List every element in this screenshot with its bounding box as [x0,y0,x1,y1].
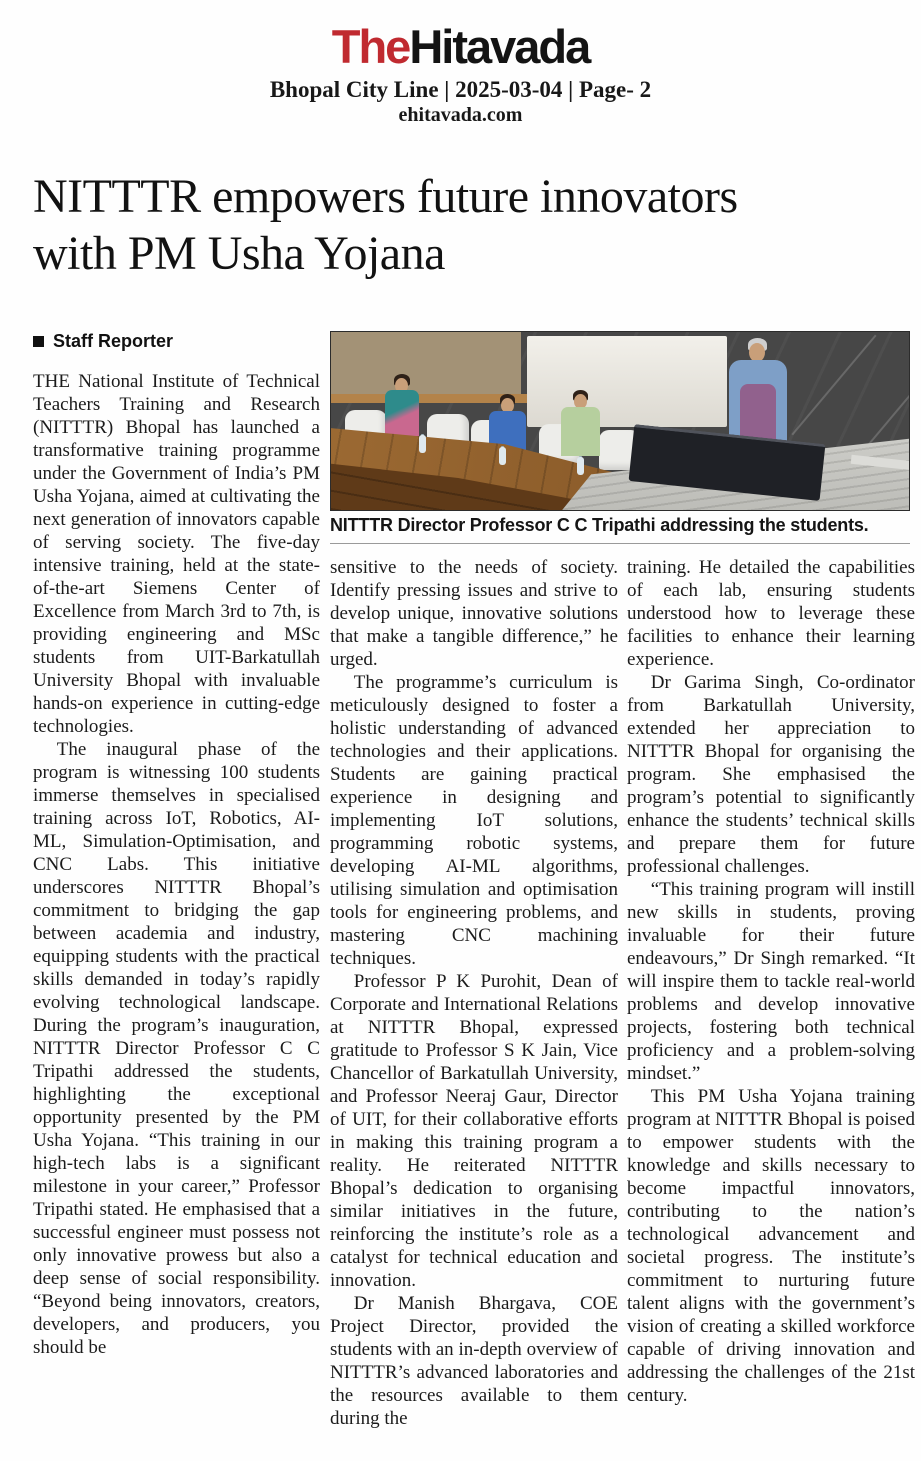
headline-line-2: with PM Usha Yojana [33,227,445,280]
article-photo-figure [330,331,910,544]
article-paragraph: The inaugural phase of the program is witnessing 100 students immerse themselves in specialised training across IoT, Robotics, AI-ML, Simulation-Optimisation, and CNC Labs. This initiative underscores NITTTR Bhopal’s commitment to bridging the gap between academia and industry, equipping students with the practical skills demanded in today’s rapidly evolving technological landscape. During the program’s inauguration, NITTTR Director Professor C C Tripathi addressed the students, highlighting the exceptional opportunity presented by the PM Usha Yojana. “This training in our high-tech labs is a significant milestone in your career,” Professor Tripathi stated. He emphasised that a successful engineer must possess not only innovative prowess but also a deep sense of social responsibility. “Beyond being innovators, creators, developers, and producers, you should be [33,739,320,1358]
upper-wall [331,332,521,396]
headline-line-1: NITTTR empowers future innovators [33,170,738,223]
torso [385,390,419,436]
byline [33,331,173,352]
logo-the: The [331,20,410,73]
article-paragraph: The programme’s curriculum is meticulously designed to foster a holistic understanding of advanced technologies and their applications. Students are gaining practical experience in designing and implementing IoT solutions, programming robotic systems, developing AI-ML algorithms, utilising simulation and optimisation tools for engineering problems, and mastering CNC machining techniques. [330,672,618,969]
conference-photo [330,331,910,511]
article-headline [33,168,903,282]
article-paragraph: Dr Manish Bhargava, COE Project Director, provided the students with an in-depth overview of NITTTR’s advanced laboratories and the resources available to them during the [330,1293,618,1429]
article-paragraph: THE National Institute of Technical Teachers Training and Research (NITTTR) Bhopal has launched a transformative training programme under the Government of India’s PM Usha Yojana, aimed at cultivating the next generation of innovators capable of serving society. The five-day intensive training, held at the state-of-the-art Siemens Center of Excellence from March 3rd to 7th, is providing engineering and MSc students from UIT-Barkatullah University Bhopal with invaluable hands-on experience in cutting-edge technologies. [33,371,320,737]
water-bottle [577,457,584,475]
byline-label: Staff Reporter [53,331,174,351]
wall-panel-seam [791,335,876,436]
left-edge-clipping-artifacts [0,695,10,1355]
website-url: ehitavada.com [398,104,523,127]
masthead [0,22,921,127]
projection-screen [527,336,727,427]
article-paragraph: Dr Garima Singh, Co-ordinator from Barkatullah University, extended her appreciation to NITTTR Bhopal for organising the program. She emphasised the program’s potential to significantly enhance the students’ technical skills and prepare them for future professional challenges. [627,672,915,877]
byline-square-icon [33,336,44,347]
water-bottle [419,435,426,453]
article-paragraph: training. He detailed the capabilities of each lab, ensuring students understood how to leverage these facilities to enhance their learning experience. [627,557,915,670]
article-paragraph: sensitive to the needs of society. Identify pressing issues and strive to develop unique, innovative solutions that make a tangible difference,” he urged. [330,557,618,670]
water-bottle [499,447,506,465]
article-column-1 [33,370,320,1359]
logo-hitavada: Hitavada [409,20,590,73]
newspaper-logo [0,22,921,71]
article-paragraph: Professor P K Purohit, Dean of Corporate and International Relations at NITTTR Bhopal, expressed gratitude to Professor S K Jain, Vice Chancellor of Barkatullah University, and Professor Neeraj Gaur, Director of UIT, for their collaborative efforts in making this training program a reality. He reiterated NITTTR Bhopal’s dedication to organising similar initiatives in the future, reinforcing the institute’s role as a catalyst for technical education and innovation. [330,971,618,1291]
torso [561,407,600,456]
article-paragraph: This PM Usha Yojana training program at NITTTR Bhopal is poised to empower students with the knowledge and skills necessary to become impactful innovators, contributing to the nation’s technological advancement and societal progress. The institute’s commitment to nurturing future talent aligns with the government’s vision of creating a skilled workforce capable of driving innovation and addressing the challenges of the 21st century. [627,1086,915,1406]
edition-dateline: Bhopal City Line | 2025-03-04 | Page- 2 [269,77,652,103]
article-column-2 [330,556,618,1430]
photo-caption: NITTTR Director Professor C C Tripathi addressing the students. [330,515,910,544]
article-column-3 [627,556,915,1407]
article-paragraph: “This training program will instill new skills in students, proving invaluable for their future endeavours,” Dr Singh remarked. “It will inspire them to tackle real-world problems and develop innovative projects, fostering both technical proficiency and a problem-solving mindset.” [627,879,915,1084]
